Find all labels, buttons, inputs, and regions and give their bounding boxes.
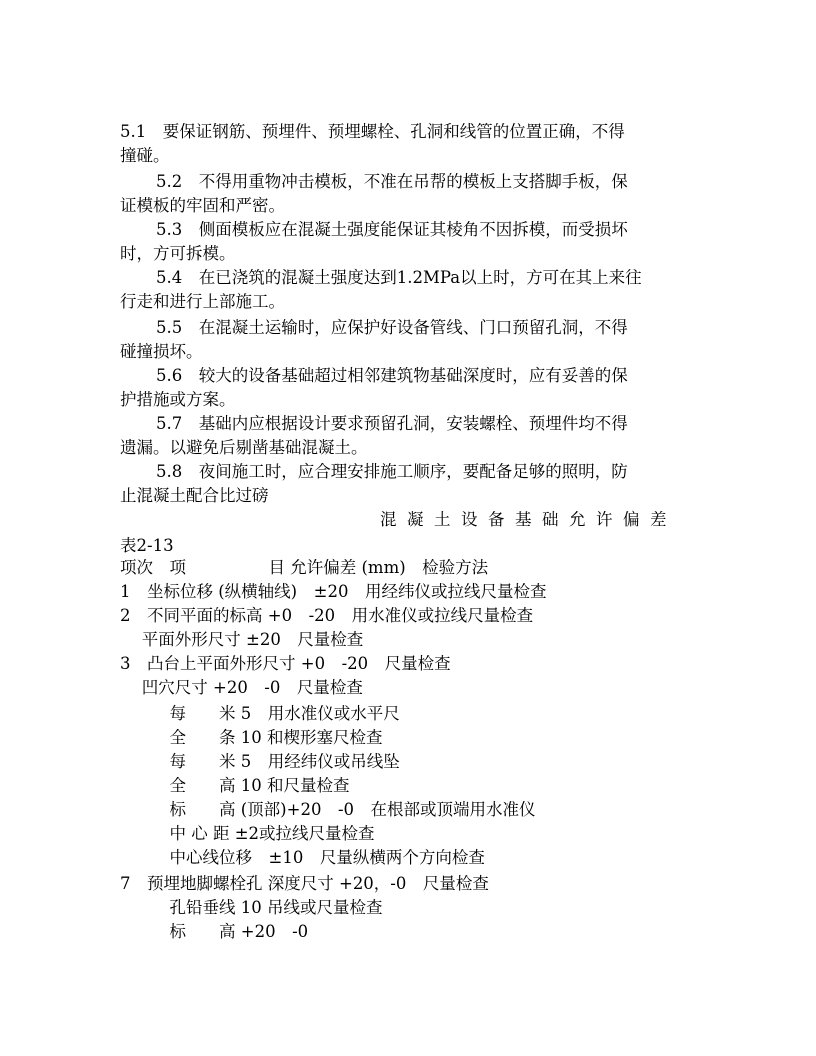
paragraph-line: 5.4 在已浇筑的混凝土强度达到1.2MPa以上时，方可在其上来往 bbox=[156, 268, 642, 287]
table-row: 标 高 (顶部)+20 -0 在根部或顶端用水准仪 bbox=[120, 800, 536, 819]
table-row: 平面外形尺寸 ±20 尺量检查 bbox=[120, 630, 364, 649]
paragraph-line: 止混凝土配合比过磅 bbox=[120, 486, 269, 505]
paragraph-line: 时，方可拆模。 bbox=[120, 244, 236, 263]
paragraph-line: 5.8 夜间施工时，应合理安排施工顺序，要配备足够的照明，防 bbox=[156, 462, 628, 481]
table-row: 7 预埋地脚螺栓孔 深度尺寸 +20，-0 尺量检查 bbox=[120, 874, 489, 893]
paragraph-line: 5.1 要保证钢筋、预埋件、预埋螺栓、孔洞和线管的位置正确，不得 bbox=[120, 122, 625, 141]
paragraph-line: 证模板的牢固和严密。 bbox=[120, 196, 285, 215]
table-title: 混凝土设备基础允许偏差 bbox=[380, 510, 677, 529]
table-row: 2 不同平面的标高 +0 -20 用水准仪或拉线尺量检查 bbox=[120, 606, 534, 625]
table-row: 中 心 距 ±2或拉线尺量检查 bbox=[120, 824, 375, 843]
paragraph-line: 5.5 在混凝土运输时，应保护好设备管线、门口预留孔洞，不得 bbox=[156, 318, 628, 337]
paragraph-line: 5.7 基础内应根据设计要求预留孔洞，安装螺栓、预埋件均不得 bbox=[156, 414, 628, 433]
table-header-row: 项次 项 目 允许偏差 (mm) 检验方法 bbox=[120, 558, 489, 577]
paragraph-line: 5.6 较大的设备基础超过相邻建筑物基础深度时，应有妥善的保 bbox=[156, 366, 628, 385]
paragraph-line: 护措施或方案。 bbox=[120, 390, 236, 409]
paragraph-line: 撞碰。 bbox=[120, 146, 170, 165]
table-row: 中心线位移 ±10 尺量纵横两个方向检查 bbox=[120, 848, 485, 867]
table-row: 全 高 10 和尺量检查 bbox=[120, 776, 350, 795]
paragraph-line: 遗漏。以避免后剔凿基础混凝土。 bbox=[120, 438, 368, 457]
paragraph-line: 5.2 不得用重物冲击模板，不准在吊帮的模板上支搭脚手板，保 bbox=[156, 172, 628, 191]
table-row: 每 米 5 用经纬仪或吊线坠 bbox=[120, 752, 400, 771]
paragraph-line: 5.3 侧面模板应在混凝土强度能保证其棱角不因拆模，而受损坏 bbox=[156, 220, 628, 239]
table-row: 3 凸台上平面外形尺寸 +0 -20 尺量检查 bbox=[120, 654, 451, 673]
table-row: 标 高 +20 -0 bbox=[120, 922, 309, 941]
table-row: 凹穴尺寸 +20 -0 尺量检查 bbox=[120, 678, 363, 697]
table-row: 1 坐标位移 (纵横轴线) ±20 用经纬仪或拉线尺量检查 bbox=[120, 582, 547, 601]
table-label: 表2-13 bbox=[120, 536, 174, 555]
paragraph-line: 碰撞损坏。 bbox=[120, 342, 203, 361]
table-row: 孔铅垂线 10 吊线或尺量检查 bbox=[120, 898, 383, 917]
table-row: 每 米 5 用水准仪或水平尺 bbox=[120, 704, 400, 723]
table-row: 全 条 10 和楔形塞尺检查 bbox=[120, 728, 383, 747]
paragraph-line: 行走和进行上部施工。 bbox=[120, 292, 285, 311]
